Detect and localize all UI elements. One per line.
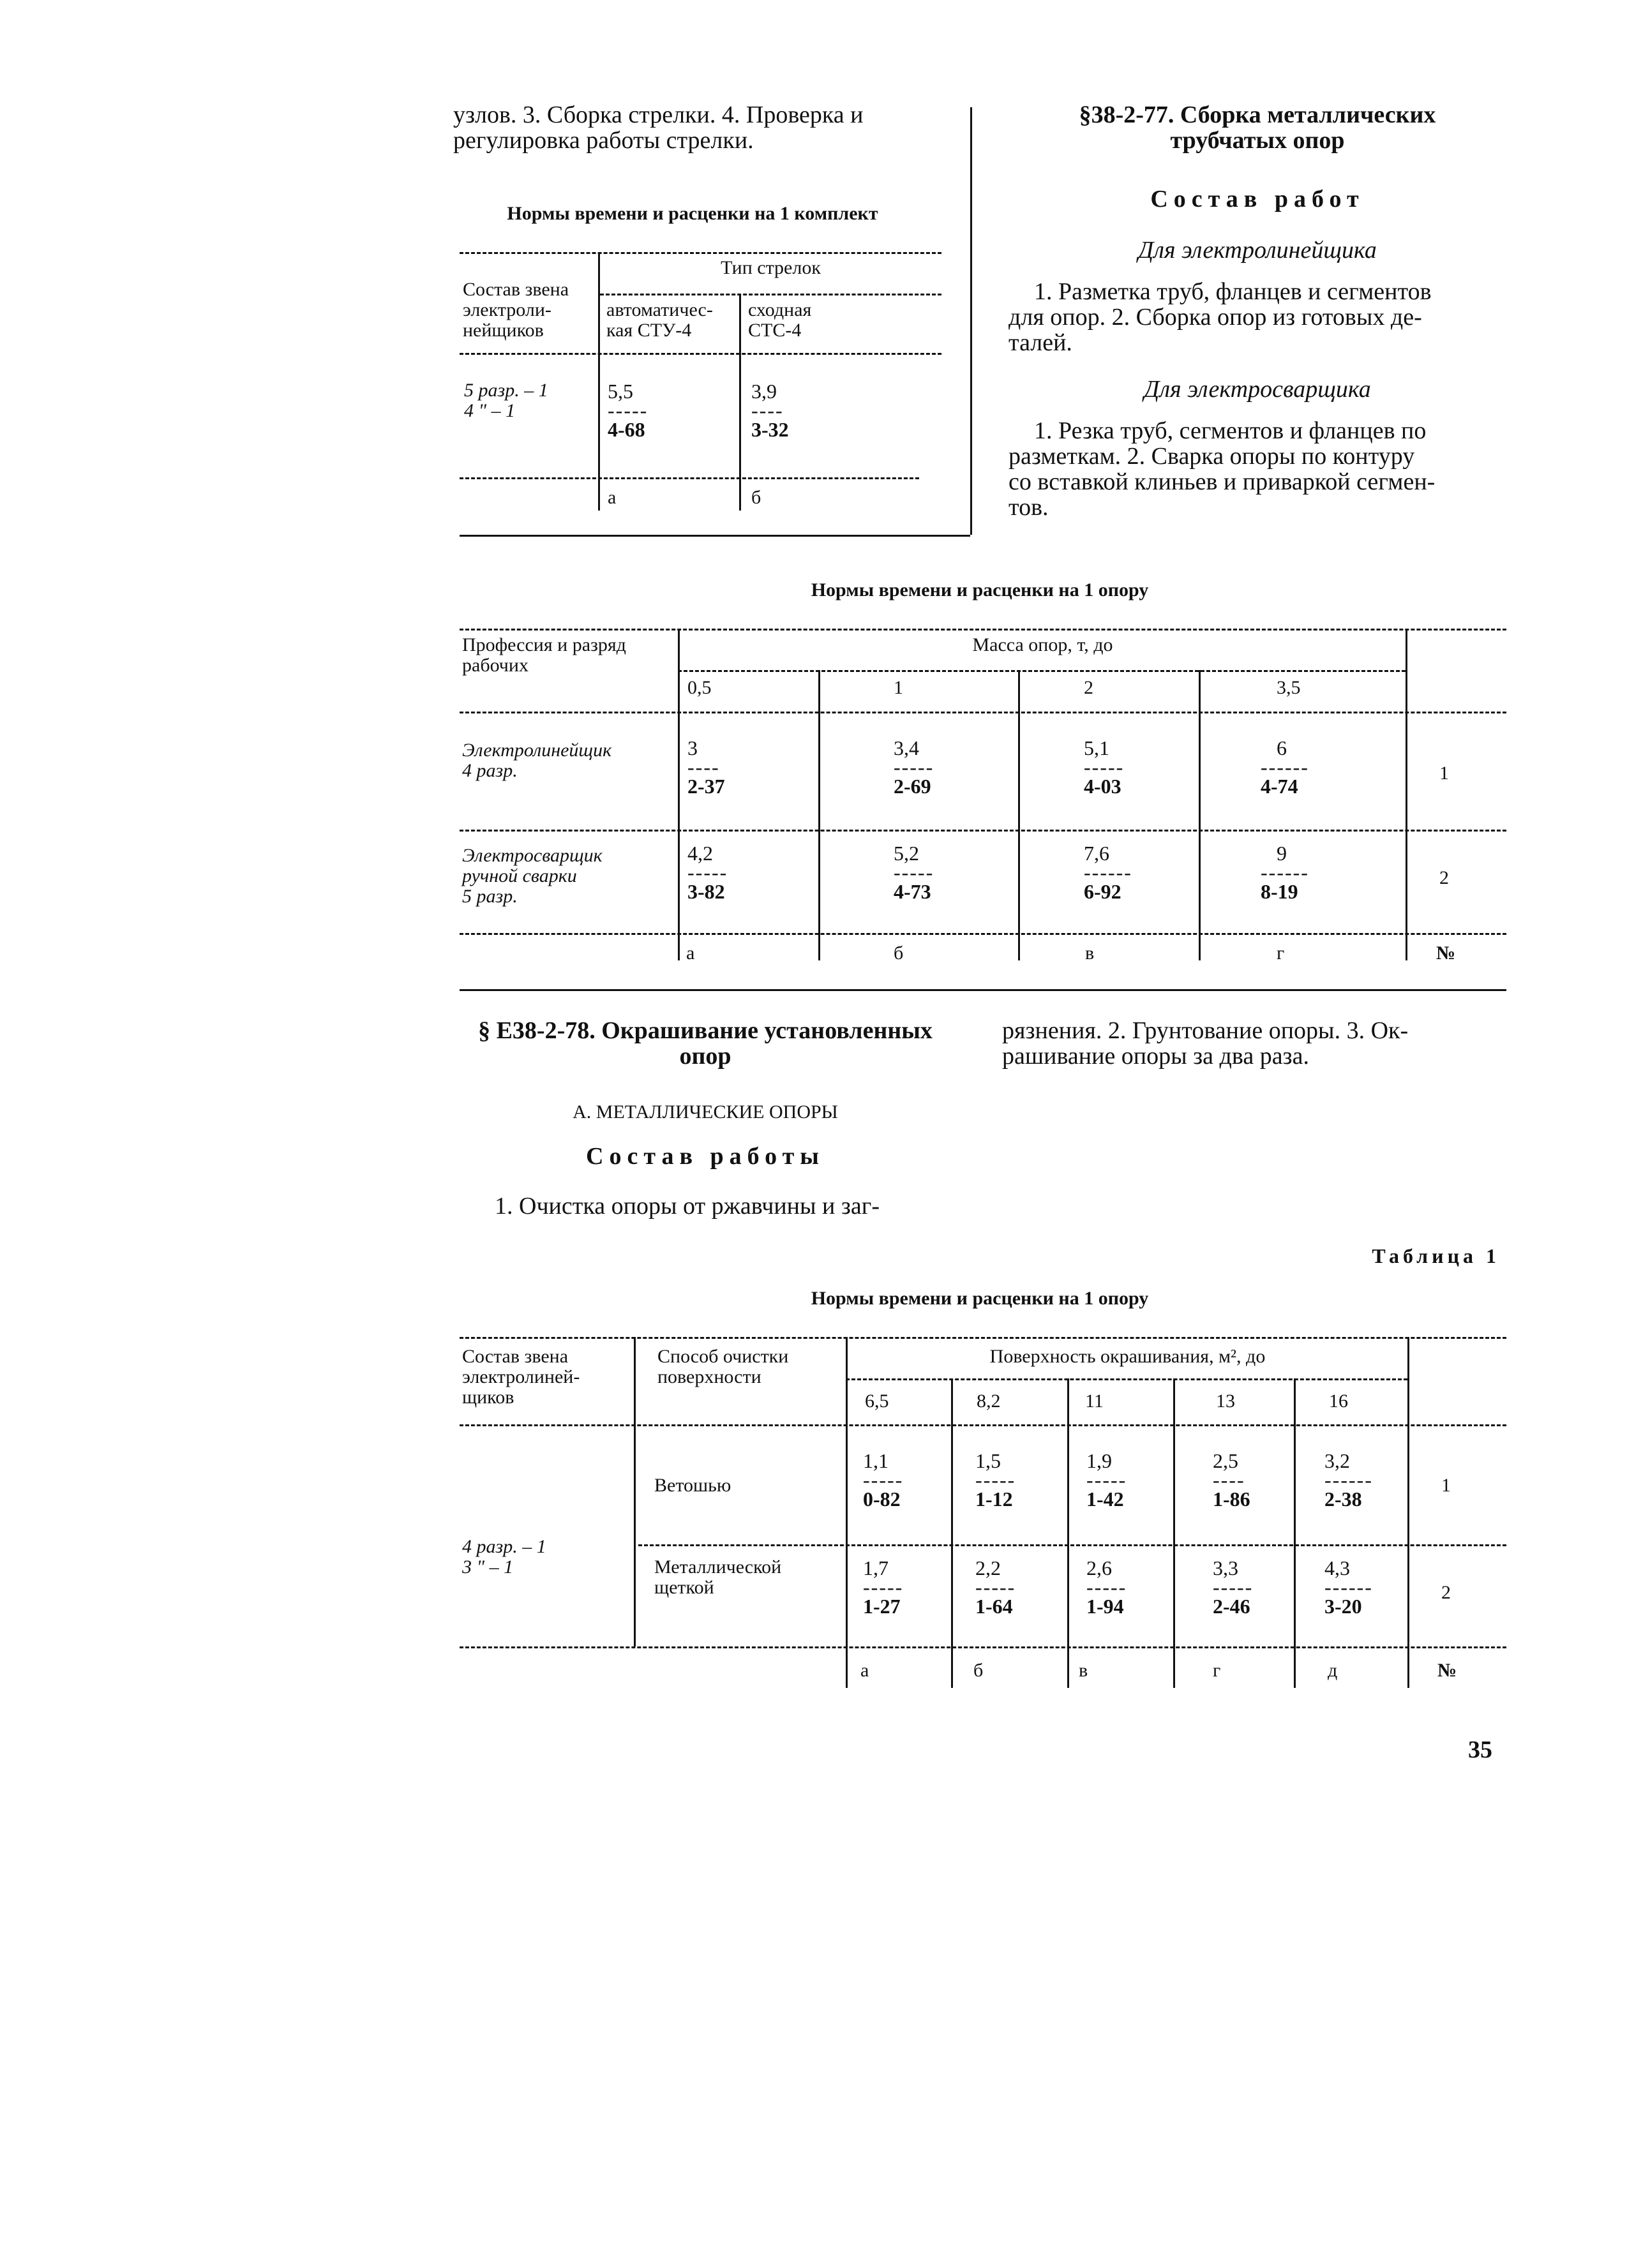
- table2-foot: в: [1085, 943, 1095, 964]
- table2-foot: б: [894, 943, 904, 964]
- table3-row1-cell-c: 1,9 ----- 1-42: [1086, 1449, 1127, 1511]
- table2-prof-head: Профессия и разряд рабочих: [462, 634, 626, 676]
- table2-row2-label: Электросварщик ручной сварки 5 разр.: [462, 845, 603, 907]
- table3-surface-col: 8,2: [977, 1391, 1001, 1412]
- intro-text: [453, 102, 964, 153]
- table2-mass-col: 0,5: [687, 677, 712, 698]
- sub-heading-welder: Для электросварщика: [1144, 376, 1371, 403]
- table2-foot-no: №: [1436, 943, 1456, 964]
- table3-row2-cell-b: 2,2 ----- 1-64: [975, 1556, 1016, 1618]
- table2-mass-col: 3,5: [1277, 677, 1301, 698]
- table1-value-a: 5,5 ----- 4-68: [608, 380, 649, 441]
- table3-surface-col: 6,5: [865, 1391, 889, 1412]
- table3-caption: Нормы времени и расценки на 1 опору: [811, 1288, 1149, 1309]
- intro-line-2: регулировка работы стрелки.: [453, 127, 754, 154]
- table2-row2-cell-a: 4,2 ----- 3-82: [687, 842, 728, 903]
- table2-row1-cell-c: 5,1 ----- 4-03: [1084, 736, 1125, 798]
- table2-row2-cell-c: 7,6 ------ 6-92: [1084, 842, 1132, 903]
- table3-crew: 4 разр. – 1 3 " – 1: [462, 1536, 546, 1578]
- page-number: 35: [1468, 1736, 1492, 1763]
- section-38-2-77-title: §38-2-77. Сборка металлических трубчатых опор: [1079, 101, 1436, 154]
- section3-right-text: рязнения. 2. Грунтование опоры. 3. Ок- рашивание опоры за два раза.: [1002, 1017, 1409, 1070]
- table3-surface-col: 13: [1216, 1391, 1235, 1412]
- welder-text: 1. Резка труб, сегментов и фланцев по разметкам. 2. Сварка опоры по контуру со вставкой клиньев и приваркой сегмен- тов.: [1008, 417, 1436, 521]
- table3-row2-cell-c: 2,6 ----- 1-94: [1086, 1556, 1127, 1618]
- table1-value-b: 3,9 ---- 3-32: [751, 380, 789, 441]
- lineman-text: 1. Разметка труб, фланцев и сегментов для опор. 2. Сборка опор из готовых де- талей.: [1008, 278, 1432, 356]
- table2-row1-cell-d: 6 ------ 4-74: [1261, 736, 1309, 798]
- table3-foot: г: [1213, 1660, 1221, 1681]
- table3-foot: а: [860, 1660, 869, 1681]
- table2-mass-head: Масса опор, т, до: [972, 634, 1113, 655]
- table1-foot-a: а: [608, 487, 617, 508]
- section-e38-2-78-title: § Е38-2-78. Окрашивание установленных опор: [478, 1017, 933, 1070]
- table3-row1-cell-a: 1,1 ----- 0-82: [863, 1449, 904, 1511]
- table3-foot: д: [1328, 1660, 1338, 1681]
- table1-type-head: Тип стрелок: [721, 257, 821, 278]
- table2-row1-cell-b: 3,4 ----- 2-69: [894, 736, 934, 798]
- table1-col-b-head: сходная СТС-4: [748, 299, 812, 341]
- table3-row1-method: Ветошью: [654, 1475, 731, 1496]
- work-heading-2: Состав работы: [586, 1143, 825, 1170]
- table3-foot-no: №: [1437, 1660, 1457, 1681]
- table3-surface-head: Поверхность окрашивания, м², до: [989, 1346, 1266, 1367]
- table2-row1-cell-a: 3 ---- 2-37: [687, 736, 725, 798]
- table3-row1-cell-e: 3,2 ------ 2-38: [1324, 1449, 1373, 1511]
- table2-foot: а: [686, 943, 695, 964]
- table3-row2-cell-e: 4,3 ------ 3-20: [1324, 1556, 1373, 1618]
- table3-row2-cell-a: 1,7 ----- 1-27: [863, 1556, 904, 1618]
- table3-foot: б: [973, 1660, 984, 1681]
- table1-caption: Нормы времени и расценки на 1 комплект: [507, 203, 878, 224]
- table3-row2-cell-d: 3,3 ----- 2-46: [1213, 1556, 1254, 1618]
- table3-row1-cell-b: 1,5 ----- 1-12: [975, 1449, 1016, 1511]
- intro-line-1: узлов. 3. Сборка стрелки. 4. Проверка и: [453, 101, 864, 128]
- section3-left-text: 1. Очистка опоры от ржавчины и заг-: [495, 1193, 880, 1220]
- table1-crew-head: Состав звена электроли- нейщиков: [463, 279, 569, 341]
- table1-col-a-head: автоматичес- кая СТУ-4: [606, 299, 713, 341]
- table3-foot: в: [1079, 1660, 1088, 1681]
- table3-surface-col: 11: [1085, 1391, 1104, 1412]
- table2-mass-col: 2: [1084, 677, 1093, 698]
- sub-heading-metal: А. МЕТАЛЛИЧЕСКИЕ ОПОРЫ: [573, 1101, 838, 1123]
- table2-row1-label: Электролинейщик 4 разр.: [462, 740, 612, 781]
- table1-foot-b: б: [751, 487, 761, 508]
- table2-mass-col: 1: [894, 677, 903, 698]
- table2-caption: Нормы времени и расценки на 1 опору: [811, 579, 1149, 601]
- table2-row2-cell-b: 5,2 ----- 4-73: [894, 842, 934, 903]
- work-heading-1: Состав работ: [1150, 186, 1365, 213]
- table2-foot: г: [1277, 943, 1285, 964]
- table3-row1-cell-d: 2,5 ---- 1-86: [1213, 1449, 1250, 1511]
- table3-surface-col: 16: [1329, 1391, 1348, 1412]
- table2-row1-no: 1: [1439, 763, 1449, 784]
- table2-row2-no: 2: [1439, 867, 1449, 888]
- sub-heading-lineman: Для электролинейщика: [1138, 237, 1377, 264]
- table-label: Таблица 1: [1372, 1244, 1500, 1267]
- table3-row2-no: 2: [1441, 1582, 1451, 1603]
- table3-crew-head: Состав звена электролиней- щиков: [462, 1346, 580, 1408]
- table3-row2-method: Металлической щеткой: [654, 1556, 782, 1598]
- table3-row1-no: 1: [1441, 1475, 1451, 1496]
- table3-method-head: Способ очистки поверхности: [657, 1346, 789, 1387]
- table1-crew: 5 разр. – 1 4 " – 1: [464, 380, 548, 421]
- table2-row2-cell-d: 9 ------ 8-19: [1261, 842, 1309, 903]
